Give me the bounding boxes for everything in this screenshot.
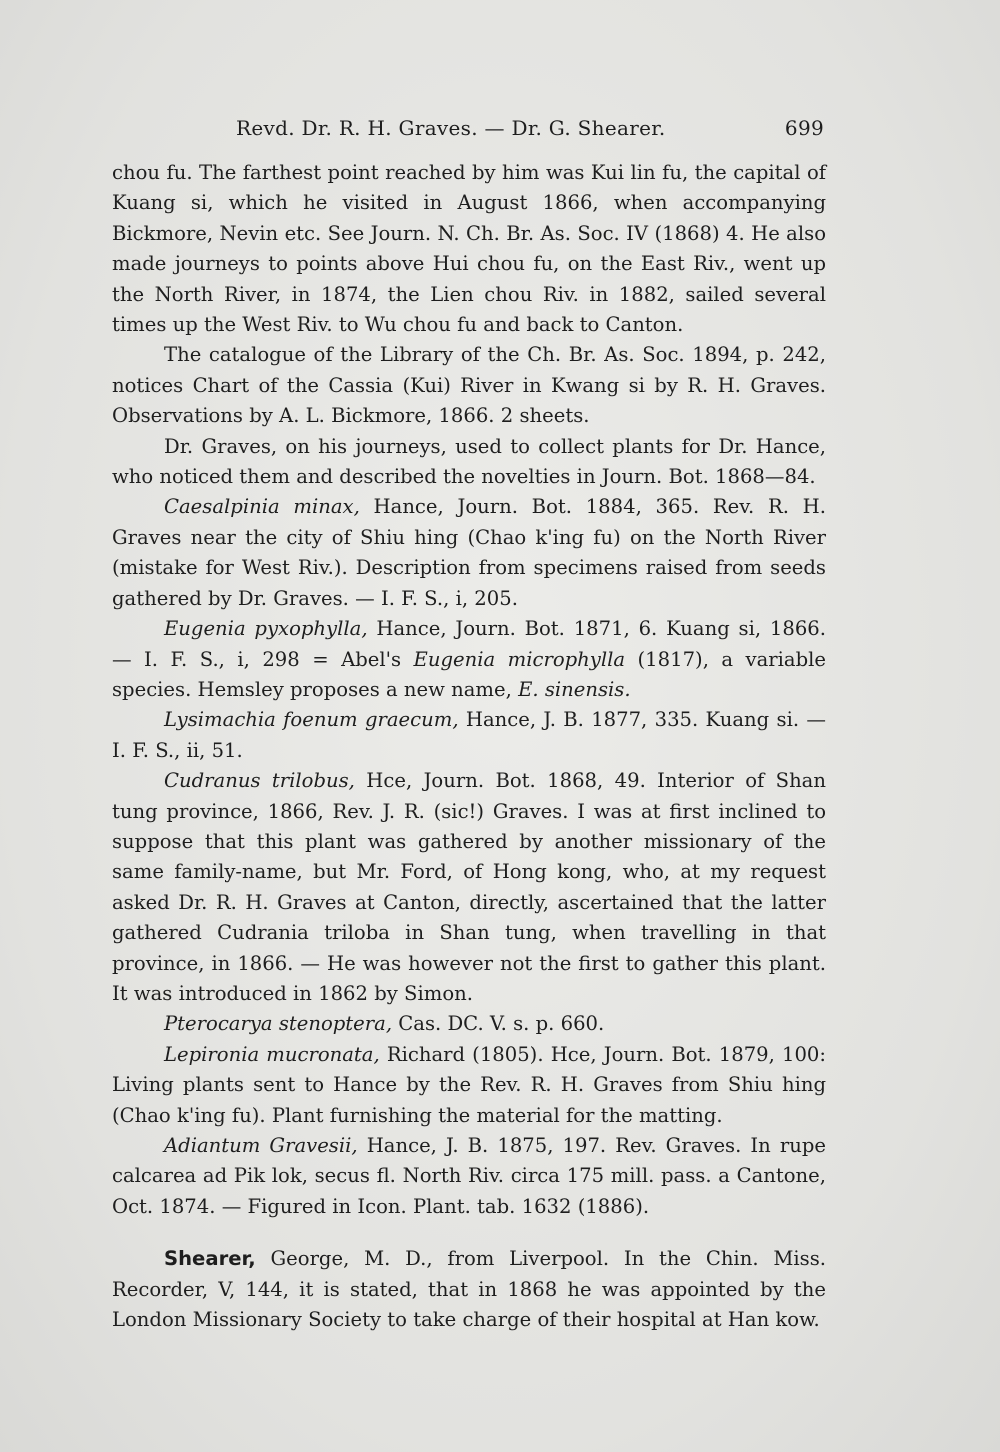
species-name: Pterocarya stenoptera, bbox=[164, 1012, 393, 1036]
species-name: Lysimachia foenum graecum, bbox=[164, 708, 459, 732]
entry-lysimachia: Lysimachia foenum graecum, Hance, J. B. 1877, 335. Kuang si. — I. F. S., ii, 51. bbox=[112, 708, 826, 762]
paragraph-plant-collecting: Dr. Graves, on his journeys, used to collect plants for Dr. Hance, who noticed them and described the novelties in Journ. Bot. 1868—84. bbox=[112, 434, 826, 489]
paragraph-graves-journeys: chou fu. The farthest point reached by him was Kui lin fu, the capital of Kuang si, which he visited in August 1866, when accompanying Bickmore, Nevin etc. See Journ. N. Ch. Br. As. Soc. IV (1868) 4. He also made journeys to points above Hui chou fu, on the East Riv., went up the North River, in 1874, the Lien chou Riv. in 1882, sailed several times up the West Riv. to Wu chou fu and back to Canton. bbox=[112, 161, 826, 337]
entry-eugenia-pyxophylla: Eugenia pyxophylla, Hance, Journ. Bot. 1871, 6. Kuang si, 1866. — I. F. S., i, 298 = Abel's Eugenia microphylla (1817), a variable species. Hemsley proposes a new name, E. sinensis. bbox=[112, 617, 827, 701]
entry-adiantum-gravesii: Adiantum Gravesii, Hance, J. B. 1875, 197. Rev. Graves. In rupe calcarea ad Pik lok, secus fl. North Riv. circa 175 mill. pass. a Cantone, Oct. 1874. — Figured in Icon. Plant. tab. 1632 (1886). bbox=[112, 1134, 826, 1218]
section-gap bbox=[112, 1222, 826, 1244]
entry-pterocarya: Pterocarya stenoptera, Cas. DC. V. s. p. 660. bbox=[164, 1012, 605, 1036]
species-name: Eugenia microphylla bbox=[413, 647, 626, 671]
paragraph-library-catalogue: The catalogue of the Library of the Ch. Br. As. Soc. 1894, p. 242, notices Chart of the Cassia (Kui) River in Kwang si by R. H. Graves. Observations by A. L. Bickmore, 1866. 2 sheets. bbox=[112, 343, 826, 428]
page-number: 699 bbox=[784, 116, 824, 140]
species-name: Adiantum Gravesii, bbox=[164, 1134, 358, 1157]
species-name: Cudranus trilobus, bbox=[164, 769, 355, 793]
entry-cudranus-trilobus: Cudranus trilobus, Hce, Journ. Bot. 1868, 49. Interior of Shan tung province, 1866, Rev. J. R. (sic!) Graves. I was at first inclined to suppose that this plant was gathered by another missionary of the same family-name, but Mr. Ford, of Hong kong, who, at my request asked Dr. R. H. Graves at Canton, directly, ascertained that the latter gathered Cudrania triloba in Shan tung, when travelling in that province, in 1866. — He was however not the first to gather this plant. It was introduced in 1862 by Simon. bbox=[112, 769, 826, 1005]
entry-caesalpinia-minax: Caesalpinia minax, Hance, Journ. Bot. 1884, 365. Rev. R. H. Graves near the city of Shiu hing (Chao k'ing fu) on the North River (mistake for West Riv.). Description from specimens raised from seeds gathered by Dr. Graves. — I. F. S., i, 205. bbox=[112, 495, 826, 610]
species-name: Eugenia pyxophylla, bbox=[164, 617, 368, 641]
species-name: Lepironia mucronata, bbox=[164, 1042, 380, 1066]
species-name: Caesalpinia minax, bbox=[164, 495, 360, 519]
running-head-title: Revd. Dr. R. H. Graves. — Dr. G. Shearer. bbox=[236, 116, 666, 140]
body-text bbox=[112, 158, 826, 1335]
person-name: Shearer, bbox=[164, 1247, 256, 1271]
entry-lepironia: Lepironia mucronata, Richard (1805). Hce, Journ. Bot. 1879, 100: Living plants sent to Hance by the Rev. R. H. Graves from Shiu hing (Chao k'ing fu). Plant furnishing the material for the matting. bbox=[112, 1042, 826, 1127]
species-name: E. sinensis. bbox=[518, 677, 631, 701]
entry-shearer: Shearer, George, M. D., from Liverpool. In the Chin. Miss. Recorder, V, 144, it is stated, that in 1868 he was appointed by the London Missionary Society to take charge of their hospital at Han kow. bbox=[112, 1247, 826, 1332]
